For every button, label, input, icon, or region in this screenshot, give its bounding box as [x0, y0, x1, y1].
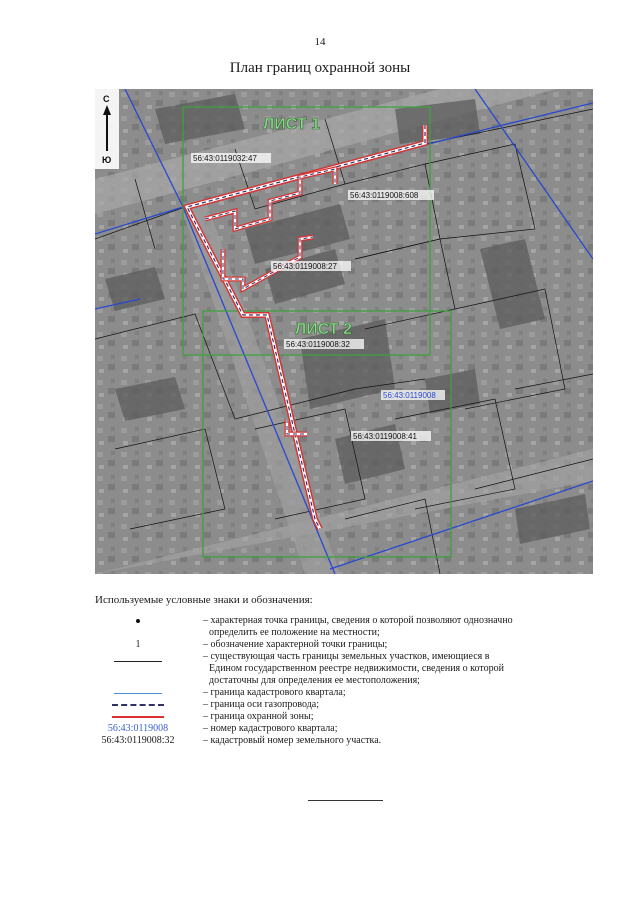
- compass-south: Ю: [102, 155, 112, 165]
- black-line-icon: [114, 661, 162, 662]
- legend-item-existing-boundary: – существующая часть границы земельных участков, имеющиеся в Едином государственном реестре недвижимости, сведения о которой достаточны для определения ее местоположения;: [85, 651, 555, 687]
- compass-north: С: [103, 94, 110, 104]
- parcel-label: 56:43:0119008:41: [353, 432, 417, 441]
- quarter-label: 56:43:0119008: [383, 391, 436, 400]
- legend: [85, 615, 555, 747]
- page-number: 14: [314, 36, 326, 48]
- legend-item-quarter-boundary: – граница кадастрового квартала;: [85, 687, 555, 699]
- parcel-label: 56:43:0119032:47: [193, 154, 257, 163]
- point-number-sample: 1: [135, 639, 141, 650]
- legend-item-quarter-number: 56:43:0119008 – номер кадастрового квартала;: [107, 723, 338, 734]
- compass: [95, 89, 119, 169]
- parcel-number-sample: 56:43:0119008:32: [101, 735, 175, 746]
- legend-item-point-number: 1 – обозначение характерной точки границы;: [135, 639, 388, 650]
- sheet-2-label: ЛИСТ 2: [295, 321, 352, 338]
- red-line-icon: [112, 716, 164, 718]
- legend-item-parcel-number: 56:43:0119008:32 – кадастровый номер земельного участка.: [101, 735, 382, 746]
- sheet-1-label: ЛИСТ 1: [263, 116, 320, 133]
- blue-line-icon: [114, 693, 162, 694]
- parcel-label: 56:43:0119008:32: [286, 340, 350, 349]
- legend-heading: Используемые условные знаки и обозначения:: [95, 594, 313, 606]
- legend-item-gas-axis: – граница оси газопровода;: [85, 699, 555, 711]
- quarter-number-sample: 56:43:0119008: [107, 723, 169, 734]
- boundary-map: [95, 89, 593, 574]
- map-svg: [95, 89, 593, 574]
- parcel-label: 56:43:0119008:608: [350, 191, 419, 200]
- legend-item-point: – характерная точка границы, сведения о которой позволяют однозначно определить ее положение на местности;: [85, 615, 555, 639]
- point-icon: [136, 619, 140, 623]
- signature-line: [308, 800, 383, 801]
- legend-item-protection-zone: – граница охранной зоны;: [85, 711, 555, 723]
- parcel-label: 56:43:0119008:27: [273, 262, 337, 271]
- page-title: План границ охранной зоны: [229, 60, 411, 76]
- dashed-line-icon: [112, 704, 164, 706]
